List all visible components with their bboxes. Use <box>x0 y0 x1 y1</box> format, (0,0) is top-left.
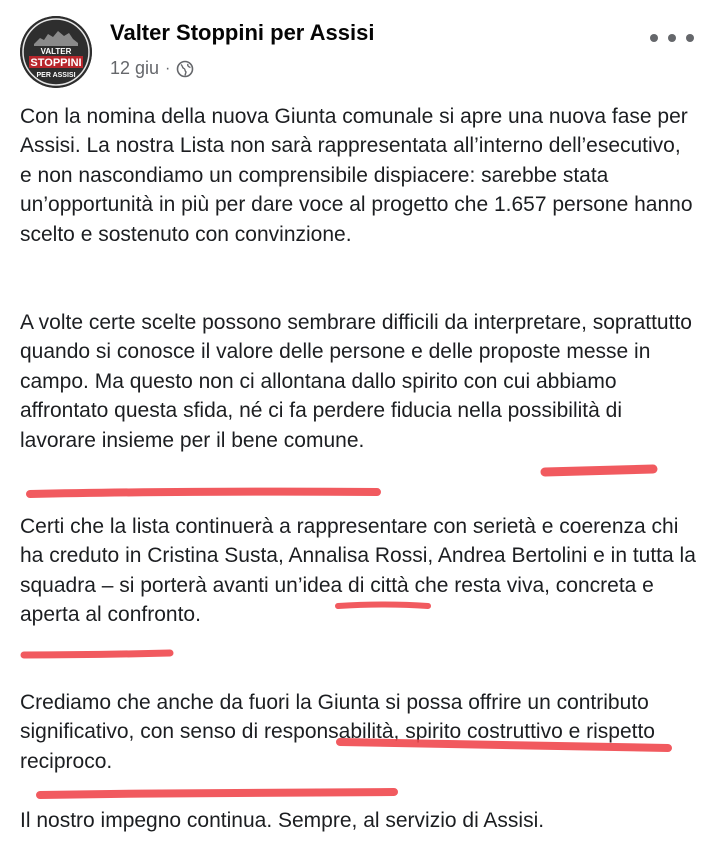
logo-name-text: VALTER <box>40 47 72 56</box>
post-meta <box>110 58 194 79</box>
page-avatar[interactable] <box>20 16 92 88</box>
highlight-stroke <box>24 653 170 655</box>
highlight-stroke <box>30 492 377 494</box>
stoppini-logo <box>20 16 92 88</box>
post-date[interactable]: 12 giu <box>110 58 160 78</box>
logo-tagline-text: PER ASSISI <box>36 72 76 79</box>
page-name-link[interactable]: Valter Stoppini per Assisi <box>110 20 375 45</box>
more-options-icon[interactable] <box>650 28 694 48</box>
highlight-stroke <box>545 469 653 472</box>
post-paragraph: Crediamo che anche da fuori la Giunta si possa offrire un contributo significativo, con senso di responsabilità, spirito costruttivo e rispetto reciproco. <box>20 691 655 773</box>
post-paragraph: Il nostro impegno continua. Sempre, al servizio di Assisi. <box>20 809 545 832</box>
highlight-stroke <box>40 792 394 795</box>
meta-separator: · <box>165 59 171 77</box>
logo-surname-text: STOPPINI <box>30 57 82 69</box>
post-paragraph: Con la nomina della nuova Giunta comunale si apre una nuova fase per Assisi. La nostra Lista non sarà rappresentata all’interno dell’esecutivo, e non nascondiamo un comprensibile dispiacere: sarebbe stata un’opportunità in più per dare voce al progetto che 1.657 persone hanno scelto e sostenuto con convinzione. <box>20 105 693 246</box>
post-header <box>0 0 709 95</box>
post-paragraph: Certi che la lista continuerà a rappresentare con serietà e coerenza chi ha creduto in Cristina Susta, Annalisa Rossi, Andrea Bertolini e in tutta la squadra – si porterà avanti un’idea di città che resta viva, concreta e aperta al confronto. <box>20 515 696 627</box>
post-paragraph: A volte certe scelte possono sembrare difficili da interpretare, soprattutto quando si conosce il valore delle persone e delle proposte messe in campo. Ma questo non ci allontana dallo spirito con cui abbiamo affrontato questa sfida, né ci fa perdere fiducia nella possibilità di lavorare insieme per il bene comune. <box>20 311 692 452</box>
globe-icon[interactable] <box>176 60 194 78</box>
